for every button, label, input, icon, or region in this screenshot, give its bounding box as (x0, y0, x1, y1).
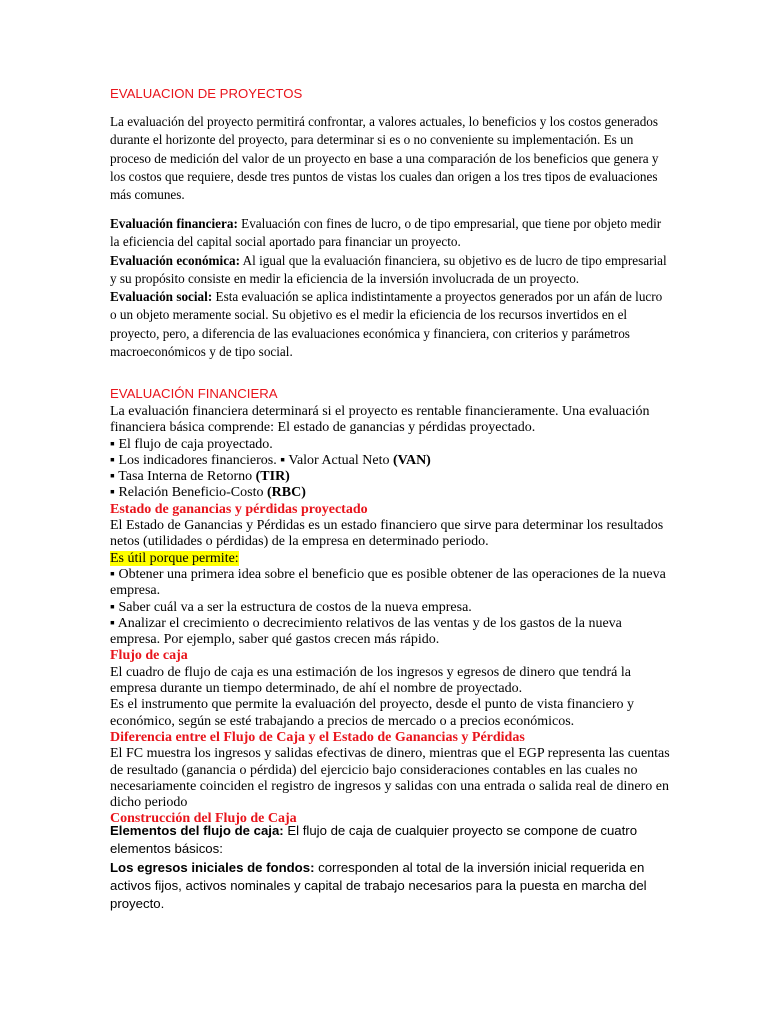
financial-heading: EVALUACIÓN FINANCIERA (110, 386, 278, 401)
financial-item-tir-abbr: (TIR) (255, 469, 290, 485)
intro-paragraph: La evaluación del proyecto permitirá confrontar, a valores actuales, lo beneficios y los costos generados durante el horizonte del proyecto, para determinar si es o no conveniente su implementación. Es un proceso de medición del valor de un proyecto en base a una comparación de los beneficios que genera y los costos que requiere, desde tres puntos de vistas los cuales dan origen a los tres tipos de evaluaciones más comunes. (110, 114, 659, 203)
egp-bullet-2: ▪ Saber cuál va a ser la estructura de costos de la nueva empresa. (110, 599, 472, 615)
egp-highlight-line (110, 551, 670, 567)
difference-heading: Diferencia entre el Flujo de Caja y el Estado de Ganancias y Pérdidas (110, 729, 525, 745)
egresos-paragraph (110, 859, 670, 914)
egp-bullet-3: ▪ Analizar el crecimiento o decrecimiento relativos de las ventas y de los gastos de la nueva empresa. Por ejemplo, saber qué gastos crecen más rápido. (110, 615, 622, 648)
financial-item-tir (110, 469, 670, 485)
egp-bullet-1: ▪ Obtener una primera idea sobre el beneficio que es posible obtener de las operaciones de la nueva empresa. (110, 566, 666, 599)
type-financial-text: Evaluación con fines de lucro, o de tipo empresarial, que tiene por objeto medir la eficiencia del capital social aportado para financiar un proyecto. (110, 216, 662, 250)
egp-highlight: Es útil porque permite: (110, 550, 239, 566)
cashflow-text-2: Es el instrumento que permite la evaluación del proyecto, desde el punto de vista financiero y económico, según se esté trabajando a precios de mercado o a precios económicos. (110, 697, 635, 729)
type-economic-text: Al igual que la evaluación financiera, su objetivo es de lucro de tipo empresarial y su propósito consiste en medir la eficiencia de la inversión involucrada de un proyecto. (110, 252, 667, 286)
egp-heading: Estado de ganancias y pérdidas proyectado (110, 501, 368, 517)
elements-paragraph (110, 822, 670, 859)
egp-text: El Estado de Ganancias y Pérdidas es un estado financiero que sirve para determinar los resultados netos (utilidades o pérdidas) de la empresa en determinado periodo. (110, 518, 664, 550)
type-social (110, 288, 670, 361)
evaluation-types (110, 215, 670, 361)
financial-item-cashflow: ▪ El flujo de caja proyectado. (110, 436, 273, 452)
cashflow-heading: Flujo de caja (110, 648, 188, 664)
financial-intro: La evaluación financiera determinará si el proyecto es rentable financieramente. Una evaluación financiera básica comprende: El estado de ganancias y pérdidas proyectado. (110, 404, 650, 436)
elements-text: El flujo de caja de cualquier proyecto se compone de cuatro elementos básicos: (110, 823, 638, 857)
type-social-text: Esta evaluación se aplica indistintamente a proyectos generados por un afán de lucro o un objeto meramente social. Su objetivo es el medir la eficiencia de los recursos invertidos en el proyecto, pero, a diferencia de las evaluaciones económica y financiera, con criterios y parámetros macroeconómicos y de tipo social. (110, 289, 663, 360)
construction-heading: Construcción del Flujo de Caja (110, 811, 297, 827)
type-social-label: Evaluación social: (110, 289, 213, 305)
financial-section (110, 404, 670, 828)
financial-item-rbc-text: ▪ Relación Beneficio-Costo (110, 485, 267, 501)
type-economic (110, 252, 670, 289)
financial-item-tir-text: ▪ Tasa Interna de Retorno (110, 469, 256, 485)
elements-label: Elementos del flujo de caja: (110, 823, 284, 838)
financial-item-indicators-text: ▪ Los indicadores financieros. ▪ Valor Actual Neto (110, 452, 393, 468)
type-economic-label: Evaluación económica: (110, 252, 241, 268)
financial-item-indicators (110, 453, 670, 469)
financial-item-rbc-abbr: (RBC) (266, 485, 306, 501)
cashflow-text-1: El cuadro de flujo de caja es una estimación de los ingresos y egresos de dinero que tendrá la empresa durante un tiempo determinado, de ahí el nombre de proyectado. (110, 664, 631, 697)
construction-section (110, 822, 670, 913)
type-financial-label: Evaluación financiera: (110, 216, 238, 231)
document-title: EVALUACION DE PROYECTOS (110, 86, 303, 101)
type-financial (110, 215, 670, 252)
egresos-label: Los egresos iniciales de fondos: (110, 859, 315, 875)
financial-item-van: (VAN) (392, 452, 431, 468)
financial-item-rbc (110, 485, 670, 501)
difference-text: El FC muestra los ingresos y salidas efectivas de dinero, mientras que el EGP representa las cuentas de resultado (ganancia o pérdida) del ejercicio bajo consideraciones contables en las cuales no necesariamente coinciden el registro de ingresos y salidas con una entrada o salida real de dinero en dicho periodo (110, 746, 670, 811)
egresos-text: corresponden al total de la inversión inicial requerida en activos fijos, activos nominales y capital de trabajo necesarios para la puesta en marcha del proyecto. (110, 859, 647, 912)
